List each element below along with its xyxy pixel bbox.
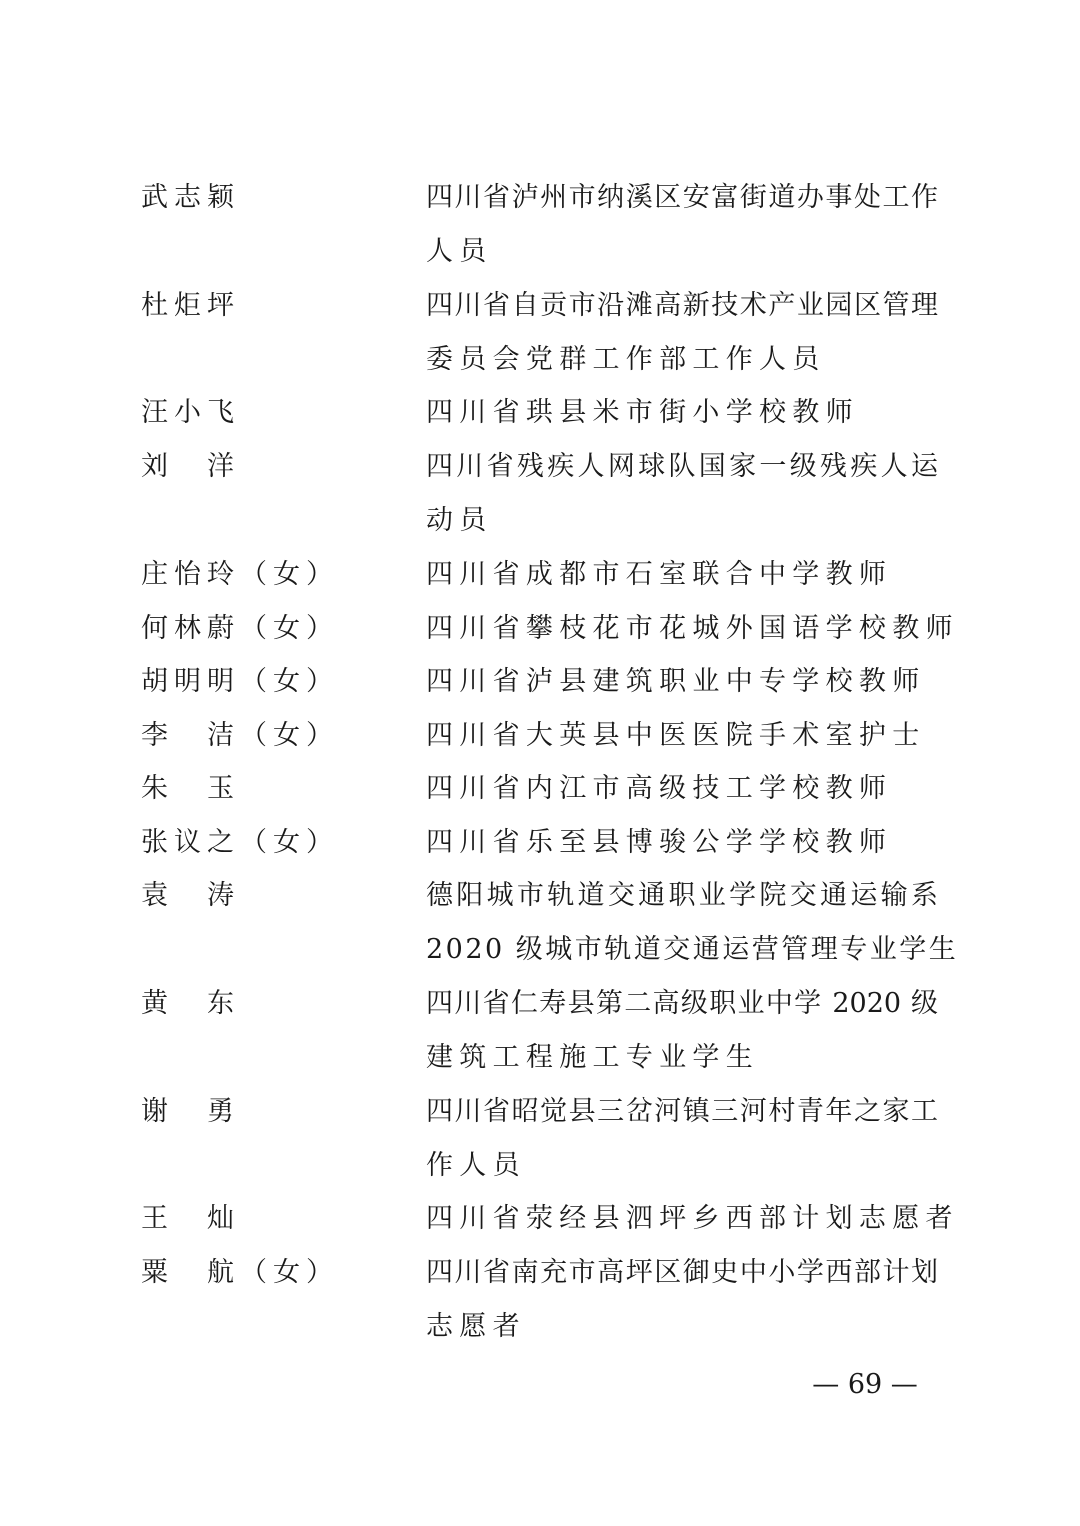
entry-description (426, 180, 938, 270)
description-line: 四川省攀枝花市花城外国语学校教师 (426, 613, 959, 644)
entry-description (426, 986, 938, 1076)
entry-name: 庄怡玲（女） (141, 559, 339, 590)
entry-name: 武志颖 (141, 182, 240, 213)
entry-name: 粟 航（女） (141, 1257, 339, 1288)
entry-name: 袁 涛 (141, 880, 240, 911)
entry-name: 谢 勇 (141, 1096, 240, 1127)
description-line: 志愿者 (426, 1311, 526, 1342)
description-line: 四川省泸县建筑职业中专学校教师 (426, 666, 926, 697)
entry-description (426, 1255, 938, 1345)
description-line: 四川省荥经县泗坪乡西部计划志愿者 (426, 1203, 959, 1234)
entry-description (426, 664, 938, 700)
description-line: 人员 (426, 236, 493, 267)
entry-description (426, 557, 938, 593)
description-line: 四川省乐至县博骏公学学校教师 (426, 827, 893, 858)
description-line: 四川省南充市高坪区御史中小学西部计划 (426, 1257, 938, 1288)
entry-description (426, 611, 959, 647)
entry-description (426, 449, 938, 539)
description-line: 四川省昭觉县三岔河镇三河村青年之家工 (426, 1096, 938, 1127)
description-line: 委员会党群工作部工作人员 (426, 344, 826, 375)
entry-name: 李 洁（女） (141, 720, 339, 751)
entry-description (426, 288, 938, 378)
entry-description (426, 718, 938, 754)
description-line: 四川省珙县米市街小学校教师 (426, 397, 859, 428)
entry-name: 王 灿 (141, 1203, 240, 1234)
description-line: 作人员 (426, 1150, 526, 1181)
entry-name: 胡明明（女） (141, 666, 339, 697)
entry-name: 朱 玉 (141, 773, 240, 804)
description-line: 四川省内江市高级技工学校教师 (426, 773, 893, 804)
entry-description (426, 1201, 959, 1237)
entry-name: 张议之（女） (141, 827, 339, 858)
entry-name: 杜炬坪 (141, 290, 240, 321)
entry-description (426, 825, 938, 861)
description-line: 四川省大英县中医医院手术室护士 (426, 720, 926, 751)
entry-name: 刘 洋 (141, 451, 240, 482)
entry-name: 黄 东 (141, 988, 240, 1019)
entry-description (426, 395, 938, 431)
entry-description (426, 1094, 938, 1184)
entry-name: 何林蔚（女） (141, 613, 339, 644)
entry-name: 汪小飞 (141, 397, 240, 428)
description-line: 四川省成都市石室联合中学教师 (426, 559, 893, 590)
description-line: 四川省自贡市沿滩高新技术产业园区管理 (426, 290, 938, 321)
description-line: 四川省残疾人网球队国家一级残疾人运 (426, 451, 938, 482)
description-line: 四川省仁寿县第二高级职业中学 2020 级 (426, 988, 938, 1019)
description-line: 四川省泸州市纳溪区安富街道办事处工作 (426, 182, 938, 213)
description-line: 建筑工程施工专业学生 (426, 1042, 759, 1073)
page-number: — 69 — (812, 1369, 918, 1400)
description-line: 2020 级城市轨道交通运营管理专业学生 (426, 934, 959, 965)
description-line: 德阳城市轨道交通职业学院交通运输系 (426, 880, 938, 911)
entry-description (426, 771, 938, 807)
entry-description (426, 878, 959, 968)
description-line: 动员 (426, 505, 493, 536)
